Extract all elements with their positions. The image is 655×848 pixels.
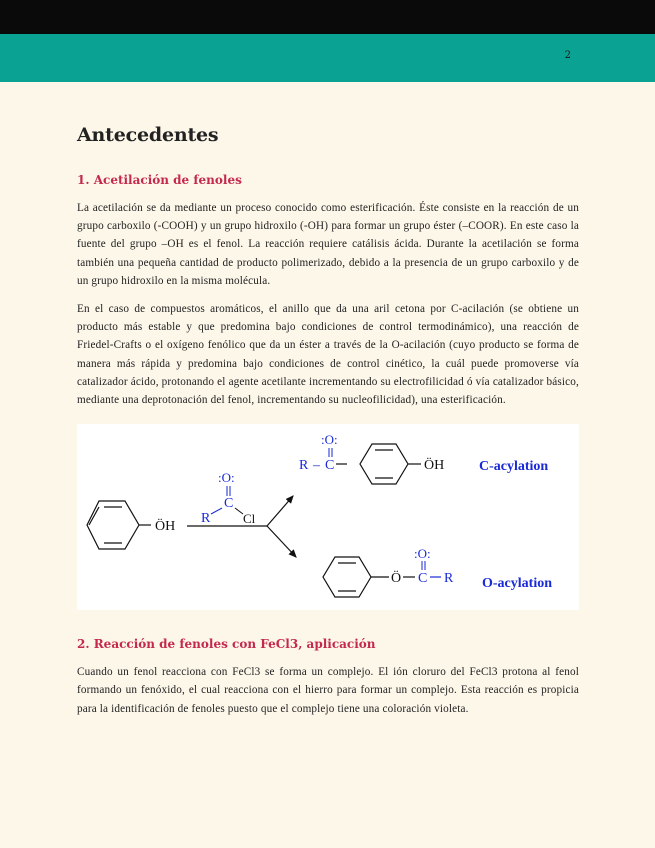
- page-title: Antecedentes: [77, 124, 219, 146]
- paragraph-3: Cuando un fenol reacciona con FeCl3 se forma un complejo. El ión cloruro del FeCl3 protona al fenol formando un fenóxido, el cual reacciona con el hierro para formar un complejo. Esta reacción es propicia para la identificación de fenoles puesto que el complejo tiene una coloración violeta.: [77, 666, 579, 715]
- c-product-oh: ÖH: [424, 458, 445, 474]
- phenol-ring: [87, 501, 139, 549]
- header-band: [0, 34, 655, 82]
- acylation-diagram: [77, 424, 579, 610]
- c-product-dash: –: [313, 458, 320, 474]
- arrow-down: [267, 526, 296, 557]
- o-product-ring: [323, 557, 371, 597]
- document-body: [77, 124, 579, 728]
- page-number: 2: [564, 50, 571, 61]
- c-product-oxygen: :O:: [321, 432, 338, 448]
- arrow-up: [267, 496, 293, 526]
- reactant-oh: ÖH: [155, 519, 176, 535]
- o-product-oxygen: Ö: [391, 571, 402, 587]
- o-product-carbonyl: :O:: [414, 546, 431, 562]
- c-product-r: R: [299, 458, 309, 474]
- o-product-carbon: C: [418, 571, 428, 587]
- top-black-bar: [0, 0, 655, 34]
- acyl-r: R: [201, 511, 211, 527]
- c-acylation-label: C-acylation: [479, 459, 549, 475]
- section-title-1: 1. Acetilación de fenoles: [77, 173, 242, 187]
- acyl-chloride: Cl: [243, 511, 256, 527]
- o-acylation-label: O-acylation: [482, 576, 552, 592]
- section-title-2: 2. Reacción de fenoles con FeCl3, aplicación: [77, 637, 376, 652]
- o-product-r: R: [444, 571, 454, 587]
- acylation-figure: [77, 424, 579, 610]
- c-product-ring: [360, 444, 408, 484]
- paragraph-2: En el caso de compuestos aromáticos, el anillo que da una aril cetona por C-acilación (se obtiene un producto más estable y que predomina bajo condiciones de control termodinámico), una reacción de Friedel-Crafts o el oxígeno fenólico que da un éster a través de la O-acilación (cuyo producto se forma de manera más rápida y predomina bajo condiciones de control cinético, la cuál puede promoverse vía catalizador ácido, protonando el agente acetilante incrementando su electrofilicidad ó vía catalizador básico, mediante una deprotonación del fenol, incrementando su nucleofilicidad), una esterificación.: [77, 303, 579, 407]
- acyl-carbon: C: [224, 496, 234, 512]
- paragraph-1: La acetilación se da mediante un proceso conocido como esterificación. Éste consiste en la reacción de un grupo carboxilo (-COOH) y un grupo hidroxilo (-OH) para formar un grupo éster (–COOR). En este caso la fuente del grupo –OH es el fenol. La reacción requiere catálisis ácida. Durante la acetilación se forma también una pequeña cantidad de producto polimerizado, debido a la presencia de un grupo carboxilo y de un grupo hidroxilo en la misma molécula.: [77, 202, 579, 287]
- acyl-oxygen: :O:: [218, 470, 235, 486]
- c-product-carbon: C: [325, 458, 335, 474]
